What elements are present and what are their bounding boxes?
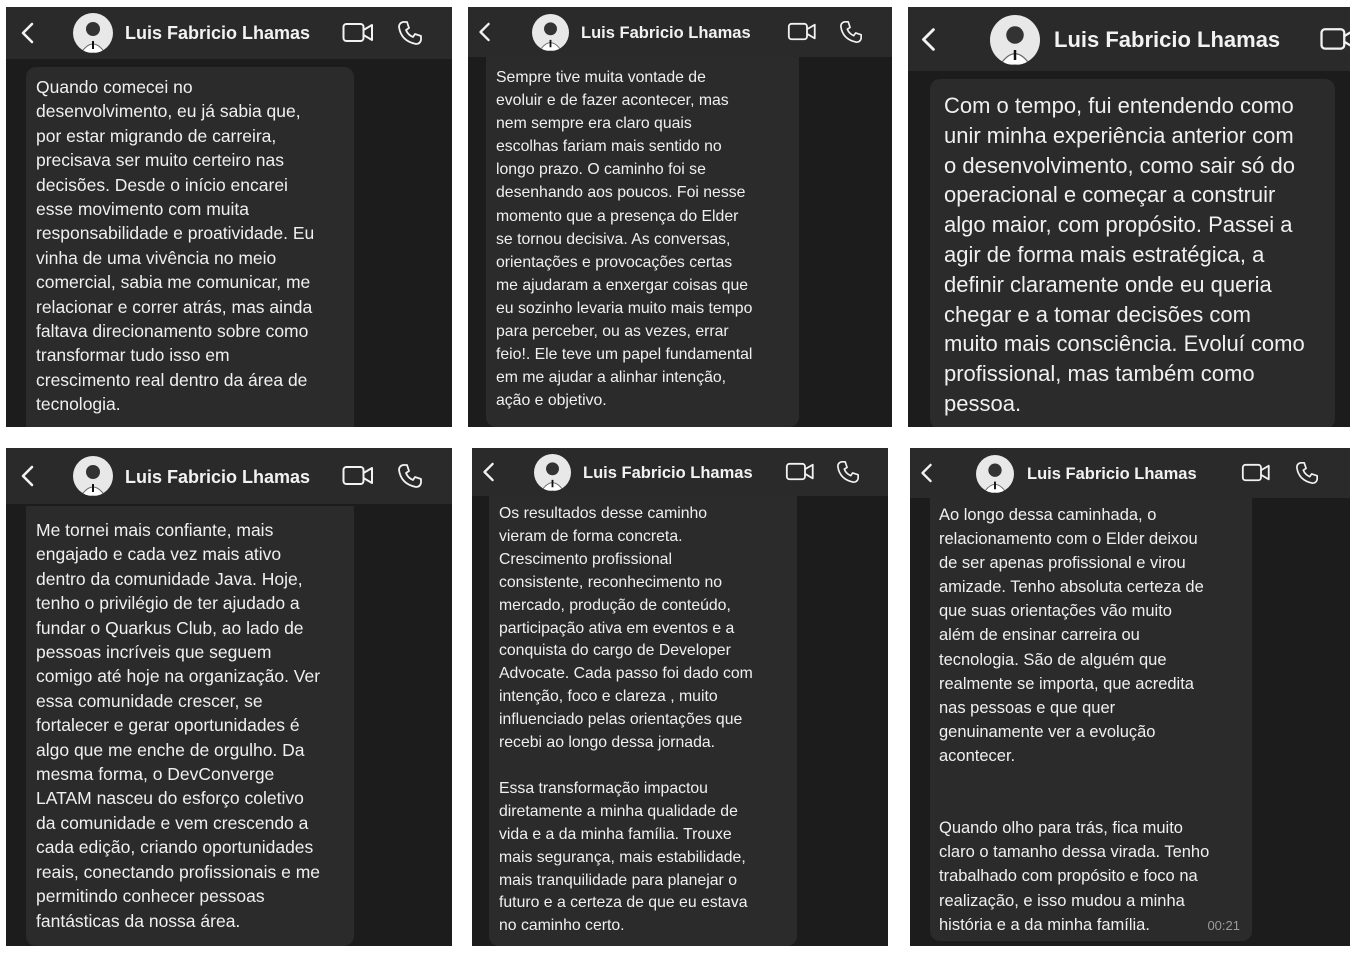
chevron-left-icon[interactable] [18, 464, 38, 488]
video-camera-icon[interactable] [342, 22, 374, 44]
contact-name: Luis Fabricio Lhamas [581, 24, 751, 42]
avatar[interactable] [990, 15, 1040, 65]
message-bubble [26, 506, 354, 946]
message-timestamp: 00:21 [1207, 918, 1240, 933]
chat-panel-1 [6, 7, 452, 427]
message-bubble [486, 57, 799, 427]
message-text: Sempre tive muita vontade de evoluir e de fazer acontecer, mas nem sempre era claro quais escolhas fariam mais sentido no longo prazo. O caminho foi se desenhando aos poucos. Foi nesse momento que a presença do Elder se tornou decisiva. As conversas, orientações e provocações certas me ajudaram a enxergar coisas que eu sozinho levaria muito mais tempo para perceber, ou as vezes, errar feio!. Ele teve um papel fundamental em me ajudar a alinhar intenção, ação e objetivo. [496, 69, 753, 410]
video-camera-icon[interactable] [1241, 463, 1271, 483]
chat-content [6, 504, 452, 946]
contact-name: Luis Fabricio Lhamas [583, 464, 753, 482]
chat-panel-6 [910, 448, 1350, 946]
message-text: Quando comecei no desenvolvimento, eu já sabia que, por estar migrando de carreira, precisava ser muito certeiro nas decisões. Desde o início encarei esse movimento com muita responsabilidade e proatividade. Eu vinha de uma vivência no meio comercial, sabia me comunicar, me relacionar e correr atrás, mas ainda faltava direcionamento sobre como transformar tudo isso em crescimento real dentro da área de tecnologia. [36, 77, 315, 415]
phone-icon[interactable] [397, 20, 423, 46]
avatar[interactable] [73, 13, 113, 53]
avatar[interactable] [534, 454, 571, 491]
chat-content [468, 57, 892, 427]
message-bubble [930, 498, 1252, 941]
avatar[interactable] [532, 14, 569, 51]
chat-header [908, 7, 1350, 71]
phone-icon[interactable] [397, 463, 423, 489]
chat-panel-2 [468, 7, 892, 427]
chat-content [910, 498, 1350, 946]
chat-panel-3 [908, 7, 1350, 427]
chat-header [6, 7, 452, 59]
contact-name: Luis Fabricio Lhamas [1054, 27, 1281, 52]
message-text: Com o tempo, fui entendendo como unir minha experiência anterior com o desenvolvimento, como sair só do operacional e começar a construir algo maior, com propósito. Passei a agir de forma mais estratégica, a definir claramente onde eu queria chegar e a tomar decisões com muito mais consciência. Evoluí como profissional, mas também como pessoa. [944, 93, 1305, 416]
avatar[interactable] [976, 455, 1014, 493]
chevron-left-icon[interactable] [918, 462, 936, 484]
chevron-left-icon[interactable] [480, 461, 498, 483]
message-bubble [930, 79, 1335, 427]
message-bubble [26, 67, 354, 427]
contact-name: Luis Fabricio Lhamas [1027, 465, 1197, 483]
phone-icon[interactable] [836, 460, 860, 484]
contact-name: Luis Fabricio Lhamas [125, 467, 311, 487]
video-camera-icon[interactable] [787, 22, 817, 42]
chevron-left-icon[interactable] [18, 21, 38, 45]
message-text: Os resultados desse caminho vieram de forma concreta. Crescimento profissional consistente, reconhecimento no mercado, produção de conteúdo, participação ativa em eventos e a conquista do cargo de Developer Advocate. Cada passo foi dado com intenção, foco e clareza , muito influenciado pelas orientações que recebi ao longo dessa jornada. Essa transformação impactou diretamente a minha qualidade de vida e a da minha família. Trouxe mais segurança, mais estabilidade, mais tranquilidade para planejar o futuro e a certeza de que eu estava no caminho certo. [499, 505, 753, 935]
phone-icon[interactable] [1295, 461, 1319, 485]
chat-header [468, 7, 892, 57]
chat-header [6, 448, 452, 504]
avatar[interactable] [73, 456, 113, 496]
chat-content [472, 496, 888, 946]
video-camera-icon[interactable] [785, 462, 815, 482]
video-camera-icon[interactable] [1319, 27, 1350, 52]
chat-header [472, 448, 888, 496]
video-camera-icon[interactable] [342, 465, 374, 487]
chat-content [908, 71, 1350, 427]
chevron-left-icon[interactable] [918, 26, 940, 53]
message-bubble [489, 496, 797, 946]
chat-header [910, 448, 1350, 498]
chat-content [6, 59, 452, 427]
message-text: Me tornei mais confiante, mais engajado e cada vez mais ativo dentro da comunidade Java. Hoje, tenho o privilégio de ter ajudado a fundar o Quarkus Club, ao lado de pessoas incríveis que seguem comigo até hoje na organização. Ver essa comunidade crescer, se fortalecer e gerar oportunidades é algo que me enche de orgulho. Da mesma forma, o DevConverge LATAM nasceu do esforço coletivo da comunidade e vem crescendo a cada edição, criando oportunidades reais, conectando profissionais e me permitindo conhecer pessoas fantásticas da nossa área. [36, 520, 321, 931]
phone-icon[interactable] [839, 20, 863, 44]
chevron-left-icon[interactable] [476, 21, 494, 43]
chat-panel-4 [6, 448, 452, 946]
message-text: Ao longo dessa caminhada, o relacionamento com o Elder deixou de ser apenas profissional e virou amizade. Tenho absoluta certeza de que suas orientações vão muito além de ensinar carreira ou tecnologia. São de alguém que realmente se importa, que acredita nas pessoas e que quer genuinamente ver a evolução acontecer. Quando olho para trás, fica muito claro o tamanho dessa virada. Tenho trabalhado com propósito e foco na realização, e isso mudou a minha história e a da minha família. [939, 506, 1210, 934]
chat-panel-5 [472, 448, 888, 946]
contact-name: Luis Fabricio Lhamas [125, 23, 311, 43]
